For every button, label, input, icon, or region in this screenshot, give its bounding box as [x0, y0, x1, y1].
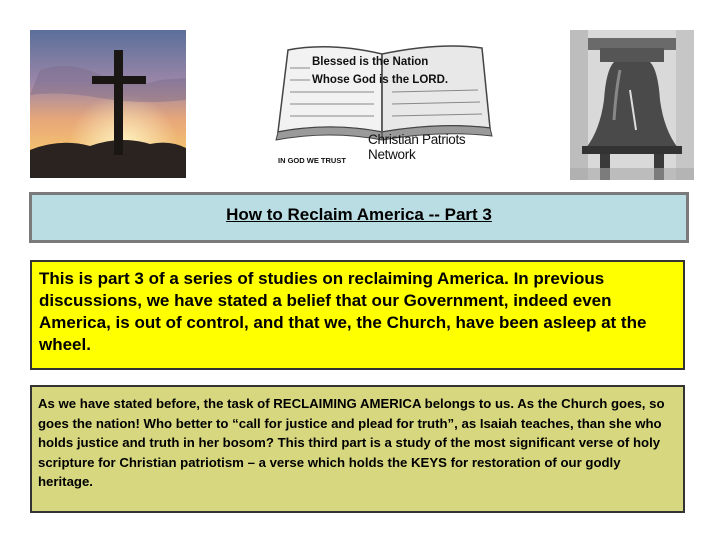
- intro-text: This is part 3 of a series of studies on reclaiming America. In previous discussions, we have stated a belief that our Government, indeed even America, is out of control, and that we, the Church, have been asleep at the wheel.: [39, 269, 647, 354]
- motto: IN GOD WE TRUST: [278, 156, 346, 165]
- page-title: How to Reclaim America -- Part 3: [226, 205, 492, 224]
- title-banner: [29, 192, 689, 243]
- org-name: Christian Patriots Network: [368, 132, 466, 162]
- logo-line-1: Blessed is the Nation: [312, 56, 429, 68]
- cross-sunset-image: [30, 30, 186, 178]
- body-panel: [30, 385, 685, 513]
- christian-patriots-logo: [270, 40, 510, 170]
- body-text: As we have stated before, the task of RECLAIMING AMERICA belongs to us. As the Church goes, so goes the nation! Who better to “call for justice and plead for truth”, as Isaiah teaches, than she who holds justice and truth in her bosom? This third part is a study of the most significant verse of holy scripture for Christian patriotism – a verse which holds the KEYS for restoration of our godly heritage.: [38, 396, 665, 489]
- liberty-bell-image: [570, 30, 694, 180]
- logo-line-2: Whose God is the LORD.: [312, 74, 449, 86]
- intro-panel: [30, 260, 685, 370]
